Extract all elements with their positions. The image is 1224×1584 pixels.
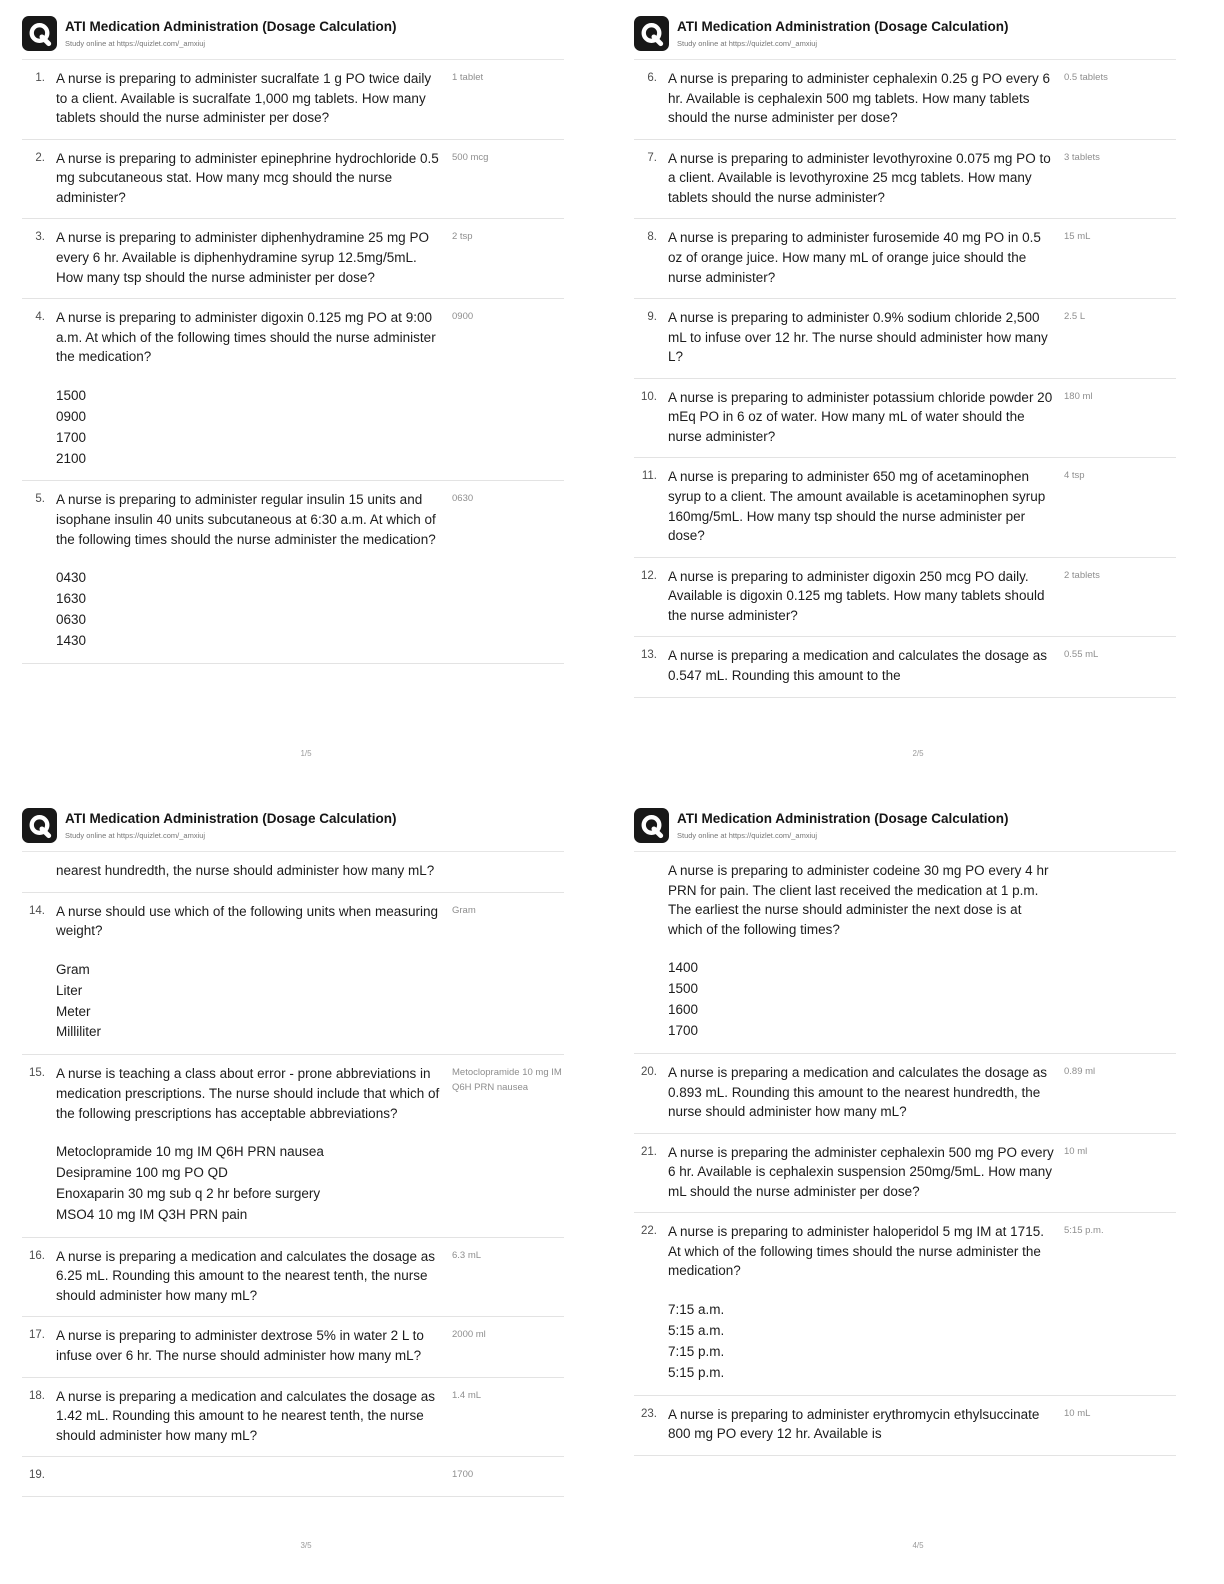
question-text: A nurse is preparing to administer 0.9% sodium chloride 2,500 mL to infuse over 12 hr. The nurse should administer how many L?: [668, 310, 1048, 365]
question-text: A nurse is preparing to administer furosemide 40 mg PO in 0.5 oz of orange juice. How many mL of orange juice should the nurse administer?: [668, 230, 1041, 285]
answer-options: [56, 386, 442, 470]
question-list: [22, 851, 564, 1497]
question-text: A nurse is preparing to administer erythromycin ethylsuccinate 800 mg PO every 12 hr. Available is: [668, 1406, 1040, 1442]
question-body: [56, 861, 442, 881]
quizlet-logo-icon: [634, 808, 669, 843]
question-text: A nurse is preparing to administer digoxin 0.125 mg PO at 9:00 a.m. At which of the following times should the nurse administer the medication?: [56, 310, 436, 365]
question-answer: 4 tsp: [1064, 470, 1085, 482]
question-text: A nurse is preparing a medication and calculates the dosage as 0.893 mL. Rounding this amount to the nearest hundredth, the nurse should administer how many mL?: [668, 1064, 1047, 1120]
quizlet-logo-icon: [22, 16, 57, 51]
question-text: A nurse should use which of the following units when measuring weight?: [56, 903, 438, 939]
question-body: [668, 1405, 1054, 1444]
question-text: A nurse is preparing a medication and calculates the dosage as 0.547 mL. Rounding this amount to the: [668, 648, 1047, 683]
question-body: [56, 1064, 442, 1225]
question-answer: 6.3 mL: [452, 1249, 482, 1261]
question-answer: 500 mcg: [452, 151, 489, 163]
question-body: [668, 388, 1054, 447]
question-body: [56, 490, 442, 651]
study-online-link: Study online at https://quizlet.com/_amxiuj: [677, 38, 818, 48]
question-body: [668, 1063, 1054, 1122]
question-body: [56, 1247, 442, 1306]
answer-options: [668, 958, 1054, 1042]
question-answer: 1 tablet: [452, 72, 484, 83]
page-header-text: [677, 808, 1009, 840]
question-number: 17.: [29, 1329, 45, 1342]
question-number: 12.: [641, 569, 657, 582]
question-number: 15.: [29, 1067, 45, 1080]
question-answer: 2 tablets: [1064, 569, 1100, 581]
page-header: [634, 808, 1176, 851]
answer-option: 2100: [56, 450, 87, 466]
question-answer: 0900: [452, 311, 474, 323]
question-body: [668, 228, 1054, 287]
question-body: [668, 1143, 1054, 1202]
question-text: A nurse is preparing to administer codeine 30 mg PO every 4 hr PRN for pain. The client last received the medication at 1 p.m. The earliest the nurse should administer the next dose is at which of the following times?: [668, 863, 1049, 937]
answer-option: Enoxaparin 30 mg sub q 2 hr before surgery: [56, 1185, 321, 1201]
study-online-link: Study online at https://quizlet.com/_amxiuj: [677, 830, 818, 840]
question-row: [22, 140, 564, 220]
answer-options: [56, 568, 442, 652]
answer-option: 0630: [56, 611, 87, 627]
answer-options: [56, 960, 442, 1044]
question-text: A nurse is preparing to administer sucralfate 1 g PO twice daily to a client. Available is sucralfate 1,000 mg tablets. How many tablets should the nurse administer per dose?: [56, 71, 432, 126]
answer-option: Metoclopramide 10 mg IM Q6H PRN nausea: [56, 1144, 324, 1160]
question-body: [56, 308, 442, 469]
page-title: ATI Medication Administration (Dosage Calculation): [677, 19, 1009, 34]
question-answer: [1064, 861, 1176, 863]
question-number: 13.: [641, 649, 657, 662]
question-body: [56, 149, 442, 208]
question-number: 18.: [29, 1389, 45, 1402]
question-number: 16.: [29, 1249, 45, 1262]
question-row: [634, 299, 1176, 379]
answer-option: 1500: [56, 387, 87, 403]
answer-option: 1400: [668, 960, 699, 976]
question-number: 9.: [647, 311, 657, 324]
answer-option: MSO4 10 mg IM Q3H PRN pain: [56, 1206, 248, 1222]
question-text: A nurse is preparing to administer digoxin 250 mcg PO daily. Available is digoxin 0.125 mg tablets. How many tablets should the nurse administer?: [668, 568, 1045, 623]
answer-option: 5:15 p.m.: [668, 1364, 725, 1380]
page-number: 3/5: [300, 1541, 312, 1550]
question-text: nearest hundredth, the nurse should administer how many mL?: [56, 863, 435, 878]
page: [0, 0, 612, 792]
page-title: ATI Medication Administration (Dosage Calculation): [677, 811, 1009, 826]
question-answer: 2 tsp: [452, 231, 473, 243]
question-row: [634, 1054, 1176, 1134]
question-body: [668, 567, 1054, 626]
question-row: [22, 852, 564, 893]
question-row: [22, 1238, 564, 1318]
question-body: [668, 1222, 1054, 1383]
question-number: 3.: [35, 231, 45, 244]
question-answer: 0630: [452, 493, 474, 505]
question-number: 7.: [647, 151, 657, 164]
page-number: 4/5: [912, 1541, 924, 1550]
question-answer: 2000 ml: [452, 1329, 486, 1341]
question-row: [22, 1457, 564, 1496]
question-number: 11.: [641, 470, 657, 483]
page: [612, 792, 1224, 1584]
answer-option: 0900: [56, 408, 87, 424]
answer-option: 1630: [56, 591, 87, 607]
page-header: [22, 808, 564, 851]
question-list: [634, 59, 1176, 698]
page-number: 1/5: [300, 749, 312, 758]
page-number: 2/5: [912, 749, 924, 758]
answer-option: 1430: [56, 632, 87, 648]
answer-option: Milliliter: [56, 1024, 101, 1040]
question-answer: 3 tablets: [1064, 151, 1100, 163]
question-text: A nurse is preparing to administer regular insulin 15 units and isophane insulin 40 units subcutaneous at 6:30 a.m. At which of the following times should the nurse administer the medication?: [56, 492, 436, 547]
answer-option: 7:15 p.m.: [668, 1343, 725, 1359]
question-row: [634, 379, 1176, 459]
question-number: 5.: [35, 493, 45, 506]
page: [612, 0, 1224, 792]
question-answer: 5:15 p.m.: [1064, 1225, 1104, 1237]
question-row: [634, 1213, 1176, 1395]
question-number: 10.: [641, 390, 657, 403]
answer-option: 0430: [56, 570, 87, 586]
question-body: [668, 149, 1054, 208]
page-header-text: [677, 16, 1009, 48]
question-list: [634, 851, 1176, 1456]
question-text: A nurse is preparing to administer potassium chloride powder 20 mEq PO in 6 oz of water. How many mL of water should the nurse administer?: [668, 389, 1053, 444]
page-header-text: [65, 16, 397, 48]
answer-option: 1700: [56, 429, 87, 445]
question-body: [668, 861, 1054, 1042]
question-answer: Gram: [452, 904, 476, 916]
question-row: [634, 558, 1176, 638]
question-text: A nurse is preparing the administer cephalexin 500 mg PO every 6 hr. Available is cephalexin suspension 250mg/5mL. How many mL should the nurse administer per dose?: [668, 1144, 1054, 1199]
question-text: A nurse is preparing to administer diphenhydramine 25 mg PO every 6 hr. Available is diphenhydramine syrup 12.5mg/5mL. How many tsp should the nurse administer per dose?: [56, 230, 429, 285]
question-row: [634, 852, 1176, 1054]
page-header: [22, 16, 564, 59]
question-row: [634, 1134, 1176, 1214]
question-number: 14.: [29, 904, 45, 917]
question-row: [634, 637, 1176, 697]
question-row: [22, 60, 564, 140]
answer-option: Gram: [56, 961, 90, 977]
answer-option: 1700: [668, 1023, 699, 1039]
question-body: [56, 1387, 442, 1446]
question-number: 4.: [35, 311, 45, 324]
question-body: [56, 902, 442, 1044]
question-number: 23.: [641, 1407, 657, 1420]
question-answer: 15 mL: [1064, 231, 1091, 243]
quizlet-logo-icon: [634, 16, 669, 51]
page-header-text: [65, 808, 397, 840]
question-row: [22, 893, 564, 1056]
question-text: A nurse is teaching a class about error - prone abbreviations in medication prescriptions. The nurse should include that which of the following prescriptions has acceptable abbreviations?: [56, 1066, 440, 1121]
quizlet-logo-icon: [22, 808, 57, 843]
page: [0, 792, 612, 1584]
page-title: ATI Medication Administration (Dosage Calculation): [65, 811, 397, 826]
question-number: 21.: [641, 1145, 657, 1158]
question-body: [56, 1326, 442, 1365]
question-text: A nurse is preparing to administer haloperidol 5 mg IM at 1715. At which of the following times should the nurse administer the medication?: [668, 1224, 1044, 1279]
question-text: A nurse is preparing a medication and calculates the dosage as 1.42 mL. Rounding this amount to he nearest tenth, the nurse should administer how many mL?: [56, 1388, 435, 1443]
question-list: [22, 59, 564, 664]
answer-option: Desipramine 100 mg PO QD: [56, 1164, 228, 1180]
question-body: [56, 228, 442, 287]
answer-option: Liter: [56, 982, 83, 998]
question-text: A nurse is preparing to administer cephalexin 0.25 g PO every 6 hr. Available is cephalexin 500 mg tablets. How many tablets should the nurse administer per dose?: [668, 71, 1050, 126]
question-answer: 10 mL: [1064, 1407, 1091, 1419]
question-row: [634, 219, 1176, 299]
question-answer: 2.5 L: [1064, 311, 1086, 323]
question-answer: 0.55 mL: [1064, 649, 1099, 661]
question-body: [56, 69, 442, 128]
question-body: [668, 467, 1054, 545]
question-row: [22, 1317, 564, 1377]
question-row: [22, 299, 564, 481]
question-answer: 10 ml: [1064, 1145, 1088, 1157]
question-row: [634, 60, 1176, 140]
question-body: [668, 308, 1054, 367]
question-body: [668, 646, 1054, 685]
question-number: 6.: [647, 72, 657, 84]
answer-option: 5:15 a.m.: [668, 1322, 725, 1338]
question-row: [634, 1396, 1176, 1456]
question-answer: 0.89 ml: [1064, 1065, 1096, 1077]
question-row: [22, 481, 564, 663]
question-number: 8.: [647, 231, 657, 244]
question-number: 1.: [35, 72, 45, 84]
answer-option: 1600: [668, 1002, 699, 1018]
question-text: A nurse is preparing to administer levothyroxine 0.075 mg PO to a client. Available is levothyroxine 25 mcg tablets. How many tablets should the nurse administer?: [668, 150, 1051, 205]
question-answer: 1.4 mL: [452, 1389, 482, 1401]
question-number: 20.: [641, 1065, 657, 1078]
question-answer: Metoclopramide 10 mg IM Q6H PRN nausea: [452, 1067, 562, 1093]
question-answer: 180 ml: [1064, 390, 1093, 402]
answer-option: 7:15 a.m.: [668, 1302, 725, 1317]
question-row: [634, 140, 1176, 220]
question-answer: 0.5 tablets: [1064, 72, 1108, 83]
question-row: [22, 219, 564, 299]
answer-options: [56, 1142, 442, 1226]
study-online-link: Study online at https://quizlet.com/_amxiuj: [65, 830, 206, 840]
question-answer: 1700: [452, 1469, 474, 1481]
question-text: A nurse is preparing a medication and calculates the dosage as 6.25 mL. Rounding this amount to the nearest tenth, the nurse should administer how many mL?: [56, 1248, 435, 1303]
question-number: 2.: [35, 151, 45, 164]
study-online-link: Study online at https://quizlet.com/_amxiuj: [65, 38, 206, 48]
question-body: [668, 69, 1054, 128]
page-header: [634, 16, 1176, 59]
answer-options: [668, 1300, 1054, 1384]
page-title: ATI Medication Administration (Dosage Calculation): [65, 19, 397, 34]
question-text: A nurse is preparing to administer dextrose 5% in water 2 L to infuse over 6 hr. The nurse should administer how many mL?: [56, 1328, 424, 1363]
question-number: 22.: [641, 1225, 657, 1238]
question-row: [634, 458, 1176, 557]
answer-option: 1500: [668, 981, 699, 997]
question-text: A nurse is preparing to administer 650 mg of acetaminophen syrup to a client. The amount available is acetaminophen syrup 160mg/5mL. How many tsp should the nurse administer per dose?: [668, 469, 1046, 544]
question-answer: [452, 861, 564, 863]
question-text: A nurse is preparing to administer epinephrine hydrochloride 0.5 mg subcutaneous stat. How many mcg should the nurse administer?: [56, 150, 439, 205]
question-row: [22, 1378, 564, 1458]
answer-option: Meter: [56, 1003, 91, 1019]
question-row: [22, 1055, 564, 1237]
question-number: 19.: [29, 1469, 45, 1482]
